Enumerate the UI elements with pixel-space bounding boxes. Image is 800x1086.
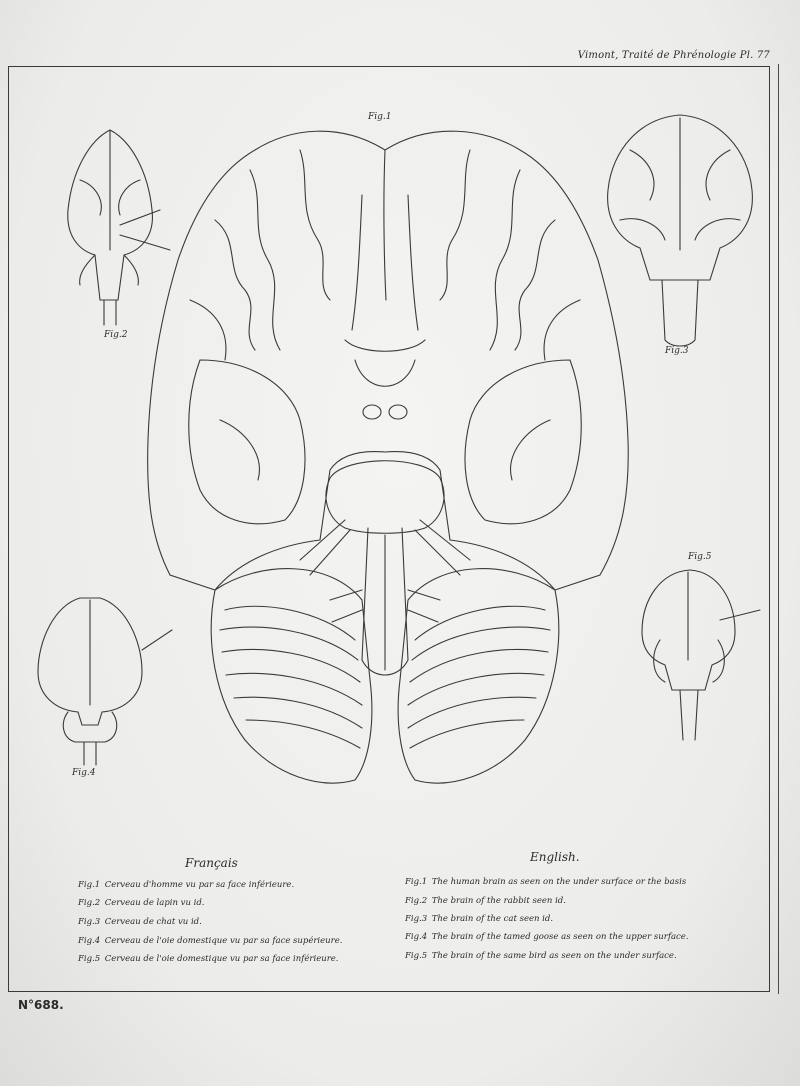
fig3-label: Fig.3	[665, 346, 689, 356]
legend-text: The brain of the rabbit seen id.	[431, 896, 566, 906]
legend-english-item	[405, 914, 553, 924]
legend-french-item	[78, 936, 342, 946]
fig4-goose-upper-brain-illustration	[38, 598, 172, 765]
legend-text: Cerveau de l'oie domestique vu par sa face inférieure.	[104, 954, 339, 964]
legend-fig-ref: Fig.2	[78, 898, 101, 908]
legend-english-title: English.	[530, 850, 580, 864]
fig1-label: Fig.1	[368, 112, 392, 122]
legend-fig-ref: Fig.4	[78, 936, 101, 946]
legend-text: The brain of the cat seen id.	[431, 914, 554, 924]
legend-french-item	[78, 954, 339, 964]
legend-fig-ref: Fig.2	[405, 896, 428, 906]
legend-french-item	[78, 917, 202, 927]
legend-text: Cerveau de chat vu id.	[104, 917, 202, 927]
fig5-goose-under-brain-illustration	[642, 570, 760, 740]
legend-english-item	[405, 932, 689, 942]
legend-text: The brain of the tamed goose as seen on the upper surface.	[431, 932, 689, 942]
plate-number: N°688.	[18, 998, 64, 1012]
legend-french-item	[78, 880, 294, 890]
fig2-rabbit-brain-illustration	[68, 130, 170, 325]
legend-fig-ref: Fig.1	[78, 880, 101, 890]
legend-fig-ref: Fig.5	[405, 951, 428, 961]
legend-english-item	[405, 896, 566, 906]
fig2-label: Fig.2	[104, 330, 128, 340]
legend-fig-ref: Fig.3	[78, 917, 101, 927]
legend-text: The brain of the same bird as seen on the under surface.	[431, 951, 677, 961]
legend-english-item	[405, 877, 686, 887]
legend-english-item	[405, 951, 677, 961]
legend-text: The human brain as seen on the under surface or the basis	[431, 877, 687, 887]
fig3-cat-brain-illustration	[608, 115, 753, 346]
running-head: Vimont, Traité de Phrénologie Pl. 77	[577, 50, 770, 61]
legend-text: Cerveau de lapin vu id.	[104, 898, 205, 908]
fig1-human-brain-illustration	[148, 131, 629, 783]
legend-text: Cerveau de l'oie domestique vu par sa face supérieure.	[104, 936, 343, 946]
legend-fig-ref: Fig.1	[405, 877, 428, 887]
legend-fig-ref: Fig.5	[78, 954, 101, 964]
legend-text: Cerveau d'homme vu par sa face inférieure.	[104, 880, 295, 890]
fig4-label: Fig.4	[72, 768, 96, 778]
fig5-label: Fig.5	[688, 552, 712, 562]
legend-fig-ref: Fig.3	[405, 914, 428, 924]
legend-french-title: Français	[185, 856, 238, 870]
legend-fig-ref: Fig.4	[405, 932, 428, 942]
legend-french-item	[78, 898, 205, 908]
